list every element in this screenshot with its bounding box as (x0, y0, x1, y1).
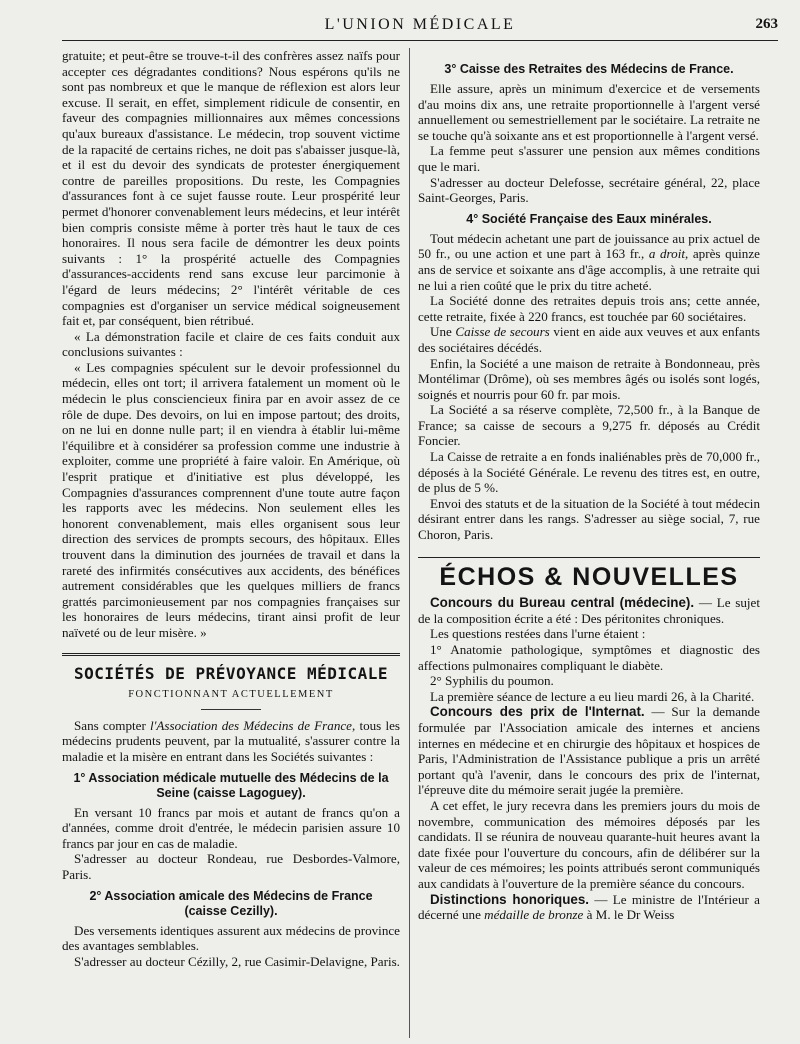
paragraph: 2° Syphilis du poumon. (430, 673, 554, 689)
paragraph: S'adresser au docteur Delefosse, secrétaire général, 22, place Saint-Georges, Paris. (418, 174, 760, 206)
society-1-title: 1° Association médicale mutuelle des Médecins de la Seine (caisse Lagoguey). (73, 770, 389, 800)
short-rule (201, 709, 261, 710)
news-item: Distinctions honoriques. — Le ministre de l'Intérieur a décerné une médaille de bronze à M. le Dr Weiss (418, 891, 760, 923)
paragraph: Enfin, la Société a une maison de retraite à Bondonneau, près Montélimar (Drôme), où ses membres âgés ou isolés sont logés, soignés et nourris pour 60 fr. par mois. (418, 355, 760, 402)
paragraph: Les questions restées dans l'urne étaient : (430, 626, 646, 642)
paragraph: La femme peut s'assurer une pension aux mêmes conditions que le mari. (418, 143, 760, 174)
echos-title: ÉCHOS & NOUVELLES (439, 562, 739, 591)
column-divider (409, 48, 410, 1038)
paragraph: S'adresser au docteur Rondeau, rue Desbordes-Valmore, Paris. (62, 851, 400, 882)
section-title: SOCIÉTÉS DE PRÉVOYANCE MÉDICALE (73, 663, 389, 683)
paragraph: S'adresser au docteur Cézilly, 2, rue Casimir-Delavigne, Paris. (74, 953, 400, 969)
paragraph: gratuite; et peut-être se trouve-t-il des confrères assez naïfs pour accepter ces dégradantes conditions? Nous espérons qu'ils ne sont pas nombreux et que le manque de réflexion est alors leur excuse. Il serait, en effet, simplement ridicule de consentir, en faveur des compagnies millionnaires aux mêmes concessions qu'aux bureaux d'assistance. Le médecin, trop souvent victime de la rapacité de certains riches, ne doit pas s'abaisser jusque-là, et il est du devoir des syndicats de protester énergiquement contre de pareilles propositions. Du reste, les Compagnies d'assurances font à ce sujet fausse route. Leur prospérité leur permet d'honorer convenablement leurs médecins, et leur intérêt bien compris consiste même à porter très haut le taux de ces honoraires. Il nous sera facile de démontrer les deux points suivants : 1° la prospérité actuelle des Compagnies d'assurances-accidents rend sans excuse leur parcimonie à l'égard de leurs médecins; 2° l'intérêt véritable de ces compagnies est d'organiser un service médical soigneusement fait et, par conséquent, bien rétribué. (62, 48, 400, 329)
paragraph: 1° Anatomie pathologique, symptômes et diagnostic des affections pulmonaires compliquant le diabète. (418, 642, 760, 673)
news-heading: Distinctions honoriques. (430, 891, 590, 907)
news-item: Concours du Bureau central (médecine). — Le sujet de la composition écrite a été : Des péritonites chroniques. (418, 595, 760, 626)
society-4-title: 4° Société Française des Eaux minérales. (466, 211, 712, 226)
intro-paragraph: Sans compter l'Association des Médecins de France, tous les médecins prudents peuvent, par la mutualité, s'assurer contre la maladie et la misère en entrant dans les Sociétés suivantes : (62, 717, 400, 764)
quoted-conclusions: « Les compagnies spéculent sur le devoir professionnel du médecin, elles ont tort; il arrivera fatalement un moment où le médecin le plus consciencieux finira par en avoir assez de ce rôle de dupe. Des devoirs, on lui en impose partout; des droits, on ne lui en donne nulle part; il en viendra à établir lui-même l'équilibre et à considérer sa profession comme une industrie à exploiter, comme une propriété à faire valoir. En Amérique, où l'esprit pratique et d'initiative est plus développé, les Compagnies d'assurances comprennent d'une toute autre façon les rapports avec les médecins. Non seulement elles les honorent convenablement, mais elles organisent sous leur direction des services de prompts secours, des hôpitaux. Elles trouvent dans la diminution des journées de travail et dans la rareté des infirmités consécutives aux accidents, des bénéfices autrement considérables que les quelques milliers de francs grattés parcimonieusement par nos compagnies françaises sur les honoraires de leurs médecins, tirant ainsi profit de leur naïveté ou de leur misère. » (62, 359, 400, 640)
paragraph: Elle assure, après un minimum d'exercice et de versements d'au moins dix ans, une retraite proportionnelle à l'argent versé annuellement ou semestriellement par le sociétaire. La retraite ne se touche qu'à soixante ans et est proportionnelle à l'argent versé. (418, 81, 760, 143)
paragraph: Une Caisse de secours vient en aide aux veuves et aux enfants des sociétaires décédés. (418, 324, 760, 355)
news-item: Concours des prix de l'Internat. — Sur la demande formulée par l'Association amicale des internes et anciens internes en médecine et en chirurgie des hôpitaux et hospices de Paris, l'Administration de l'Assistance publique a pris un arrêté portant qu'à l'avenir, dans le concours des prix de l'internat, l'épreuve dite du mémoire serait jugée la première. (418, 704, 760, 798)
paragraph: « La démonstration facile et claire de ces faits conduit aux conclusions suivantes : (62, 328, 400, 360)
page-number: 263 (755, 16, 778, 32)
paragraph: La première séance de lecture a eu lieu mardi 26, à la Charité. (430, 688, 755, 704)
paragraph: La Société a sa réserve complète, 72,500 fr., à la Banque de France; sa caisse de secours a 9,275 fr. déposés au Crédit Foncier. (418, 402, 760, 449)
paragraph: En versant 10 francs par mois et autant de francs qu'on a d'années, comme droit d'entrée, le médecin parisien assure 10 francs par jour en cas de maladie. (62, 804, 400, 851)
paragraph: Des versements identiques assurent aux médecins de province des avantages semblables. (62, 922, 400, 954)
paragraph: A cet effet, le jury recevra dans les premiers jours du mois de novembre, communication des mémoires déposés par les candidats. Il se réunira de nouveau quarante-huit heures avant la date fixée pour l'ouverture du concours, afin de délibérer sur la valeur de ces mémoires; les points attribués seront communiqués aux candidats à l'ouverture de la première séance du concours. (418, 797, 760, 891)
news-heading: Concours du Bureau central (médecine). (430, 595, 695, 611)
news-heading: Concours des prix de l'Internat. (430, 704, 645, 720)
paragraph: Tout médecin achetant une part de jouissance au prix actuel de 50 fr., ou une action et une part à 163 fr., a droit, après quinze ans de service et soixante ans d'âge accomplis, à une retraite qui ne lui a rien coûté que le prix du titre acheté. (418, 230, 760, 293)
paragraph: La Société donne des retraites depuis trois ans; cette année, cette retraite, fixée à 220 francs, est touchée par 60 sociétaires. (418, 293, 760, 324)
paragraph: La Caisse de retraite a en fonds inaliénables près de 70,000 fr., déposés à la Société Générale. Le revenu des titres est, en outre, de plus de 5 %. (418, 449, 760, 496)
society-3-title: 3° Caisse des Retraites des Médecins de France. (444, 62, 734, 76)
society-2-title: 2° Association amicale des Médecins de France (caisse Cezilly). (89, 888, 373, 918)
section-rule (62, 653, 400, 656)
section-rule (418, 557, 760, 558)
running-header (62, 14, 778, 40)
left-column (62, 48, 400, 969)
section-subtitle: FONCTIONNANT ACTUELLEMENT (128, 689, 334, 701)
paragraph: Envoi des statuts et de la situation de la Société à tout médecin désirant entrer dans les rangs. S'adresser au siège social, 7, rue Choron, Paris. (418, 495, 760, 543)
journal-title: L'UNION MÉDICALE (324, 16, 516, 33)
header-rule (62, 40, 778, 41)
right-column (418, 48, 760, 923)
